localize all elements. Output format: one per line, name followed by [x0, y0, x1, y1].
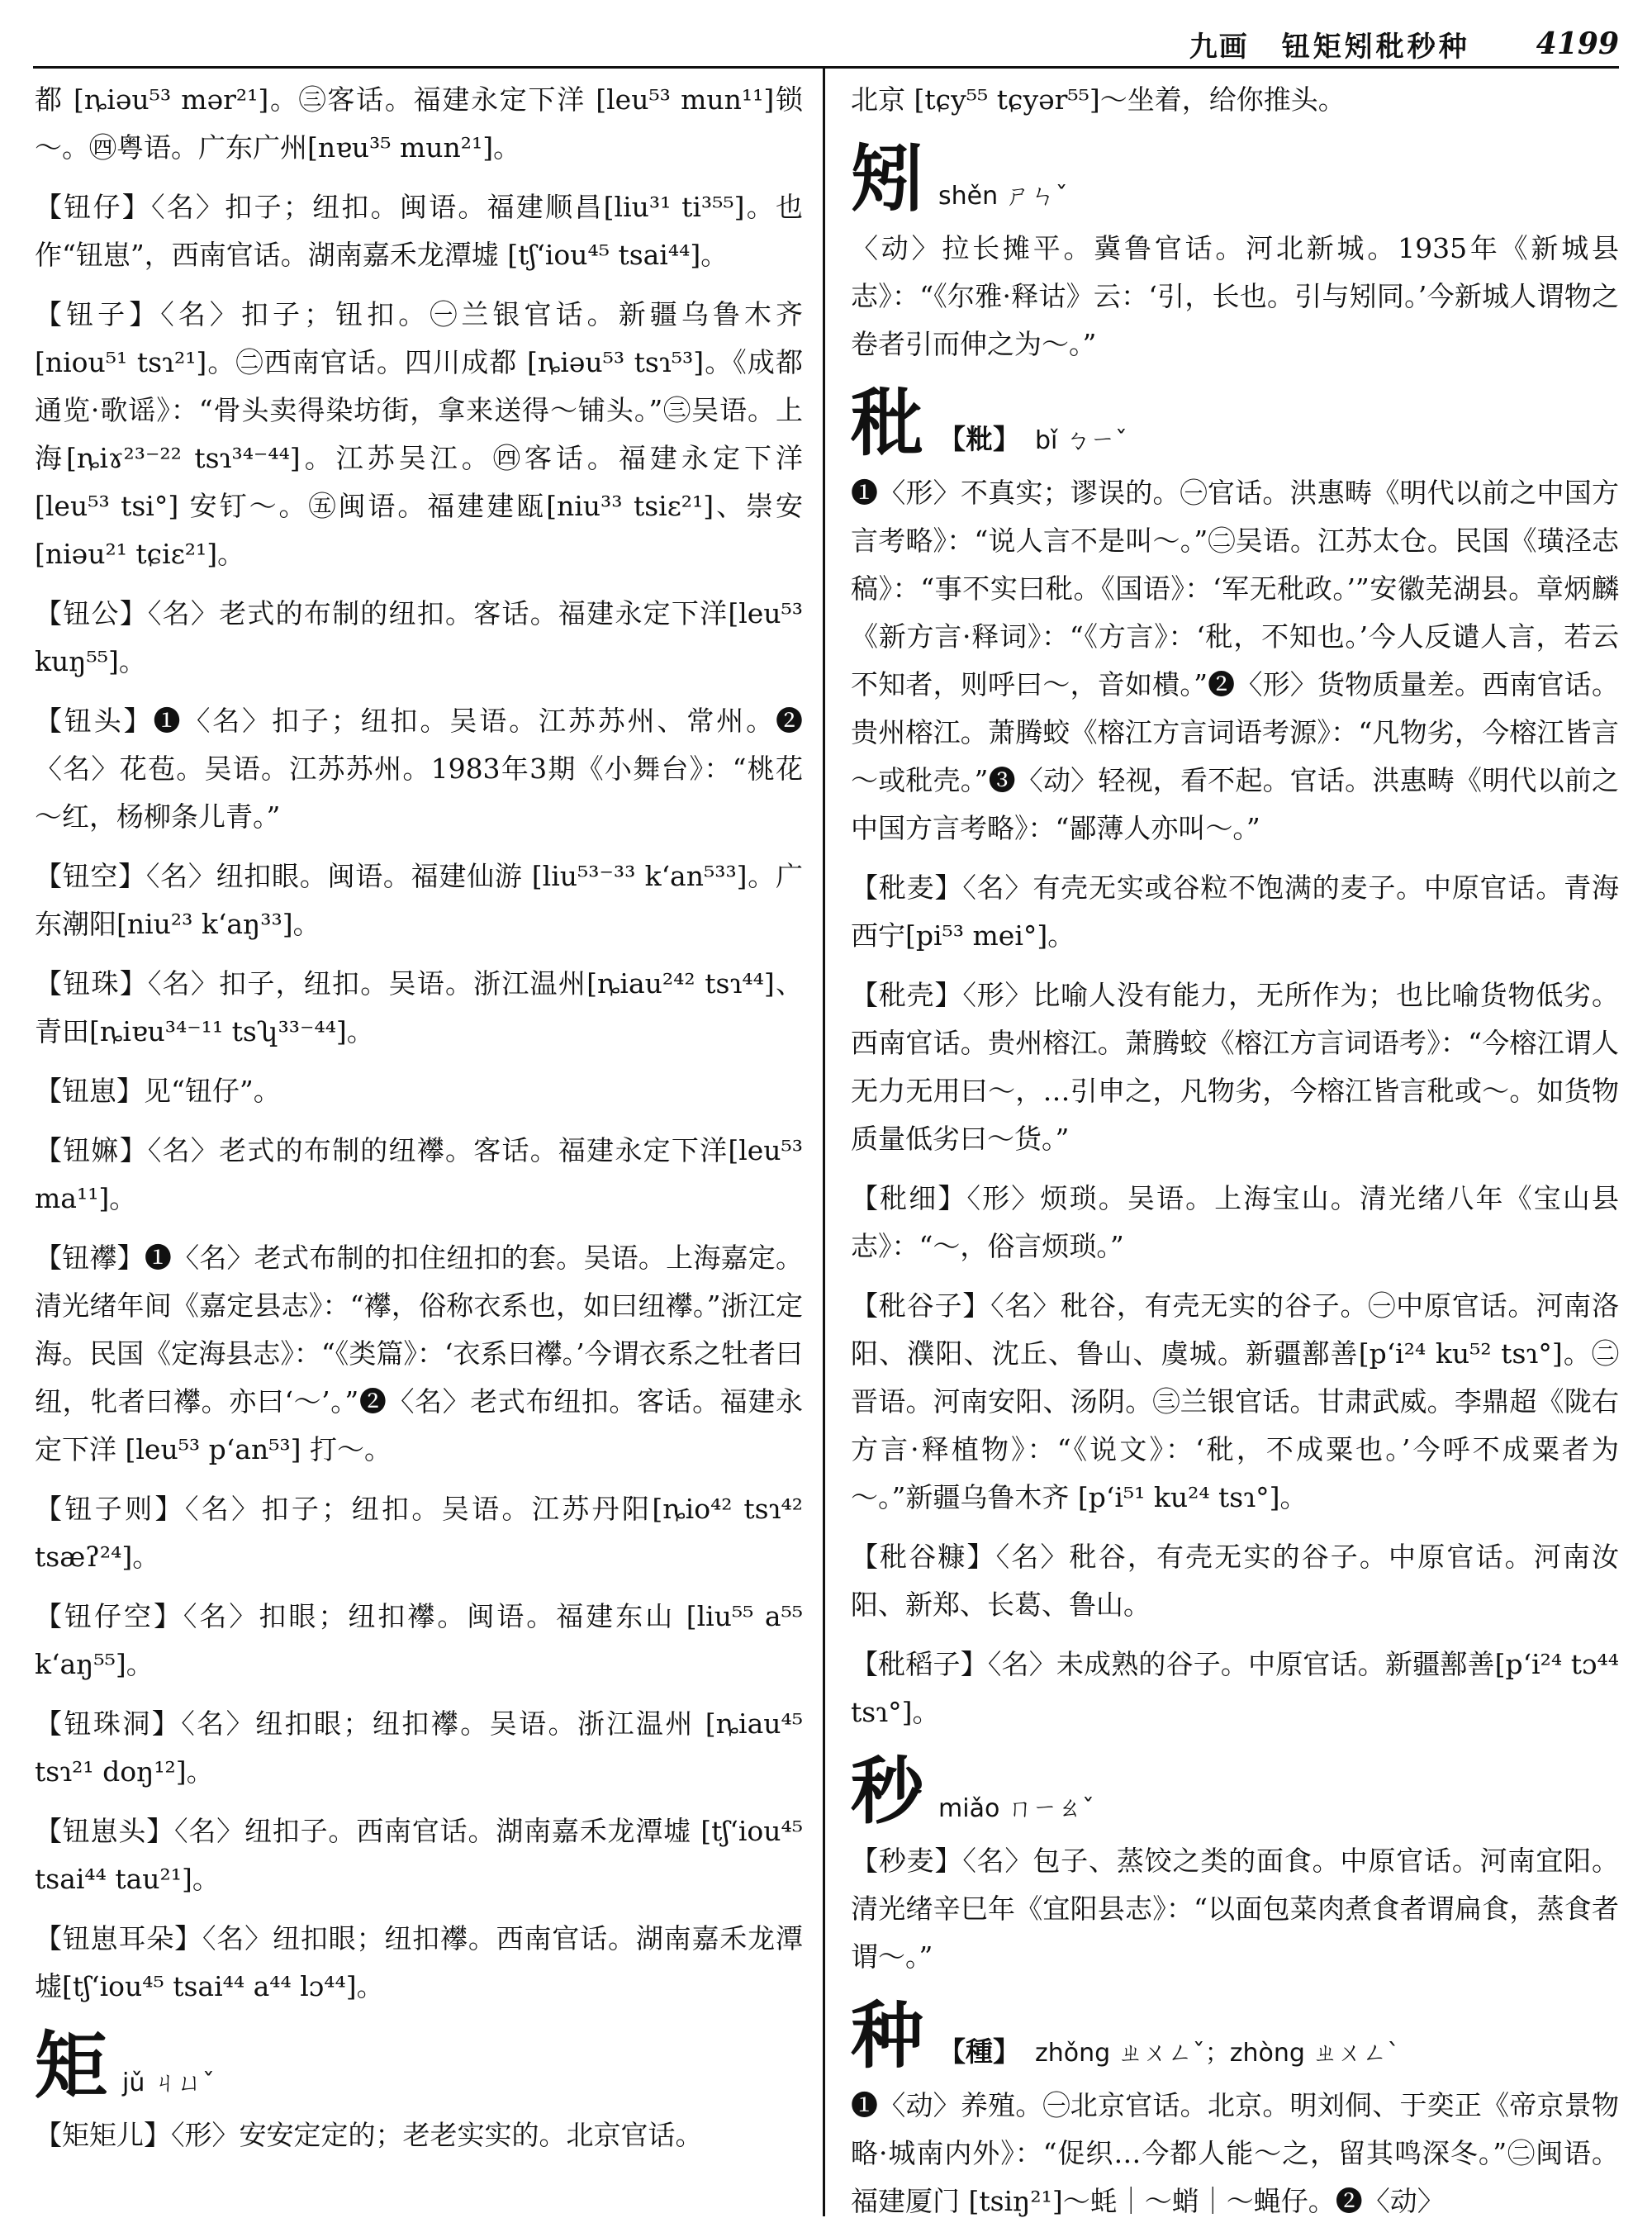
entry: 【秕谷糠】〈名〉秕谷，有壳无实的谷子。中原官话。河南汝阳、新郑、长葛、鲁山。	[851, 1541, 1619, 1621]
headword-pinyin: miǎo ㄇㄧㄠˇ	[938, 1794, 1094, 1823]
headword-pinyin: shěn ㄕㄣˇ	[938, 182, 1068, 211]
headword-char: 秕	[851, 380, 924, 466]
page-header	[1140, 15, 1619, 73]
headword-zhong	[851, 1992, 1619, 2078]
header-rule	[33, 66, 1619, 69]
headword-char: 矧	[851, 135, 924, 221]
entry: 【钮仔】〈名〉扣子；纽扣。闽语。福建顺昌[liu³¹ ti³⁵⁵]。也作“钮崽”，西南官话。湖南嘉禾龙潭墟 [tʃ‘iou⁴⁵ tsai⁴⁴]。	[35, 191, 803, 271]
headword-definition: ❶〈动〉养殖。㊀北京官话。北京。明刘侗、于奕正《帝京景物略·城南内外》：“促织…今都人能～之，留其鸣深冬。”㊁闽语。福建厦门 [tsiŋ²¹]～蚝｜～蛸｜～蝇仔。❷〈动〉	[851, 2089, 1619, 2217]
headword-char: 种	[851, 1992, 924, 2078]
entry: 【钮珠】〈名〉扣子，纽扣。吴语。浙江温州[ȵiau²⁴² tsɿ⁴⁴]、青田[ȵiɐu³⁴⁻¹¹ tsʮ³³⁻⁴⁴]。	[35, 967, 803, 1047]
entry: 【钮空】〈名〉纽扣眼。闽语。福建仙游 [liu⁵³⁻³³ k‘an⁵³³]。广东潮阳[niu²³ k‘aŋ³³]。	[35, 860, 803, 940]
entry: 【秕细】〈形〉烦琐。吴语。上海宝山。清光绪八年《宝山县志》：“～，俗言烦琐。”	[851, 1182, 1619, 1262]
headword-ju	[35, 2022, 803, 2108]
column-divider	[823, 69, 825, 2216]
headword-char: 矩	[35, 2022, 108, 2108]
headword-miao	[851, 1748, 1619, 1834]
headword-char: 秒	[851, 1748, 924, 1834]
entry: 【钮崽耳朵】〈名〉纽扣眼；纽扣襻。西南官话。湖南嘉禾龙潭墟[tʃ‘iou⁴⁵ tsai⁴⁴ a⁴⁴ lɔ⁴⁴]。	[35, 1922, 803, 2002]
page-number: 4199	[1536, 26, 1619, 61]
entry: 【秒麦】〈名〉包子、蒸饺之类的面食。中原官话。河南宜阳。清光绪辛巳年《宜阳县志》：“以面包菜肉煮食者谓扁食，蒸食者谓～。”	[851, 1845, 1619, 1973]
headword-definition: 〈动〉拉长摊平。冀鲁官话。河北新城。1935年《新城县志》：“《尔雅·释诂》云：‘引，长也。引与矧同。’今新城人谓物之卷者引而伸之为～。”	[851, 232, 1619, 360]
headword-bi	[851, 380, 1619, 466]
headword-definition: ❶〈形〉不真实；谬误的。㊀官话。洪惠畴《明代以前之中国方言考略》：“说人言不是叫～。”㊁吴语。江苏太仓。民国《璜泾志稿》：“事不实曰秕。《国语》：‘军无秕政。’”安徽芜湖县。章炳麟《新方言·释词》：“《方言》：‘秕，不知也。’今人反谴人言，若云不知者，则呼曰～，音如樻。”❷〈形〉货物质量差。西南官话。贵州榕江。萧腾蛟《榕江方言词语考源》：“凡物劣，今榕江皆言～或秕壳。”❸〈动〉轻视，看不起。官话。洪惠畴《明代以前之中国方言考略》：“鄙薄人亦叫～。”	[851, 477, 1619, 844]
headword-shen	[851, 135, 1619, 221]
entry: 【钮子】〈名〉扣子；钮扣。㊀兰银官话。新疆乌鲁木齐 [niou⁵¹ tsɿ²¹]。㊁西南官话。四川成都 [ȵiəu⁵³ tsɿ⁵³]。《成都通览·歌谣》：“骨头卖得染坊街，拿来送得～铺头。”㊂吴语。上海[ȵiɤ²³⁻²² tsɿ³⁴⁻⁴⁴]。江苏吴江。㊃客话。福建永定下洋[leu⁵³ tsi°] 安钉～。㊄闽语。福建建瓯[niu³³ tsiɛ²¹]、崇安[niəu²¹ tɕiɛ²¹]。	[35, 298, 803, 570]
entry: 【钮头】❶〈名〉扣子；纽扣。吴语。江苏苏州、常州。❷〈名〉花苞。吴语。江苏苏州。1983年3期《小舞台》：“桃花～红，杨柳条儿青。”	[35, 705, 803, 833]
entry: 【秕麦】〈名〉有壳无实或谷粒不饱满的麦子。中原官话。青海西宁[pi⁵³ mei°]。	[851, 872, 1619, 952]
entry: 【秕稻子】〈名〉未成熟的谷子。中原官话。新疆鄯善[p‘i²⁴ tɔ⁴⁴ tsɿ°]。	[851, 1648, 1619, 1728]
headword-pinyin: jǔ ㄐㄩˇ	[122, 2068, 215, 2097]
entry: 【秕谷子】〈名〉秕谷，有壳无实的谷子。㊀中原官话。河南洛阳、濮阳、沈丘、鲁山、虞城。新疆鄯善[p‘i²⁴ ku⁵² tsɿ°]。㊁晋语。河南安阳、汤阴。㊂兰银官话。甘肃武威。李鼎超《陇右方言·释植物》：“《说文》：‘秕，不成粟也。’今呼不成粟者为～。”新疆乌鲁木齐 [p‘i⁵¹ ku²⁴ tsɿ°]。	[851, 1289, 1619, 1513]
entry: 【钮公】〈名〉老式的布制的纽扣。客话。福建永定下洋[leu⁵³ kuŋ⁵⁵]。	[35, 597, 803, 677]
entry: 【秕壳】〈形〉比喻人没有能力，无所作为；也比喻货物低劣。西南官话。贵州榕江。萧腾蛟《榕江方言词语考》：“今榕江谓人无力无用曰～，…引申之，凡物劣，今榕江皆言秕或～。如货物质量低劣曰～货。”	[851, 979, 1619, 1155]
entry: 【矩矩儿】〈形〉安安定定的；老老实实的。北京官话。	[35, 2119, 703, 2151]
right-column	[851, 76, 1619, 2237]
entry: 【钮仔空】〈名〉扣眼；纽扣襻。闽语。福建东山 [liu⁵⁵ a⁵⁵ k‘aŋ⁵⁵]。	[35, 1600, 803, 1680]
entry: 【钮崽头】〈名〉纽扣子。西南官话。湖南嘉禾龙潭墟 [tʃ‘iou⁴⁵ tsai⁴⁴ tau²¹]。	[35, 1815, 803, 1895]
section-label: 九画	[1189, 30, 1249, 64]
entry: 都 [ȵiəu⁵³ mər²¹]。㊂客话。福建永定下洋 [leu⁵³ mun¹¹]锁～。㊃粤语。广东广州[nɐu³⁵ mun²¹]。	[35, 83, 803, 164]
entry: 【钮珠洞】〈名〉纽扣眼；纽扣襻。吴语。浙江温州 [ȵiau⁴⁵ tsɿ²¹ doŋ¹²]。	[35, 1707, 803, 1788]
headword-pinyin: bǐ ㄅㄧˇ	[1035, 426, 1127, 455]
header-chars: 钮矩矧秕秒种	[1281, 30, 1470, 64]
continued-line: 北京 [tɕy⁵⁵ tɕyər⁵⁵]～坐着，给你推头。	[851, 83, 1346, 116]
variant-char: 【種】	[938, 2035, 1021, 2068]
headword-pinyin: zhǒng ㄓㄨㄥˇ；zhòng ㄓㄨㄥˋ	[1035, 2039, 1400, 2068]
entry: 【钮襻】❶〈名〉老式布制的扣住纽扣的套。吴语。上海嘉定。清光绪年间《嘉定县志》：“襻，俗称衣系也，如曰纽襻。”浙江定海。民国《定海县志》：“《类篇》：‘衣系曰襻。’今谓衣系之牡者曰纽，牝者曰襻。亦曰‘～’。”❷〈名〉老式布纽扣。客话。福建永定下洋 [leu⁵³ p‘an⁵³] 打～。	[35, 1242, 803, 1465]
variant-char: 【粃】	[938, 423, 1021, 455]
entry: 【钮子则】〈名〉扣子；纽扣。吴语。江苏丹阳[ȵio⁴² tsɿ⁴² tsæʔ²⁴]。	[35, 1493, 803, 1573]
entry: 【钮崽】见“钮仔”。	[35, 1075, 281, 1107]
entry: 【钮嫲】〈名〉老式的布制的纽襻。客话。福建永定下洋[leu⁵³ ma¹¹]。	[35, 1134, 803, 1214]
left-column	[35, 76, 803, 2171]
